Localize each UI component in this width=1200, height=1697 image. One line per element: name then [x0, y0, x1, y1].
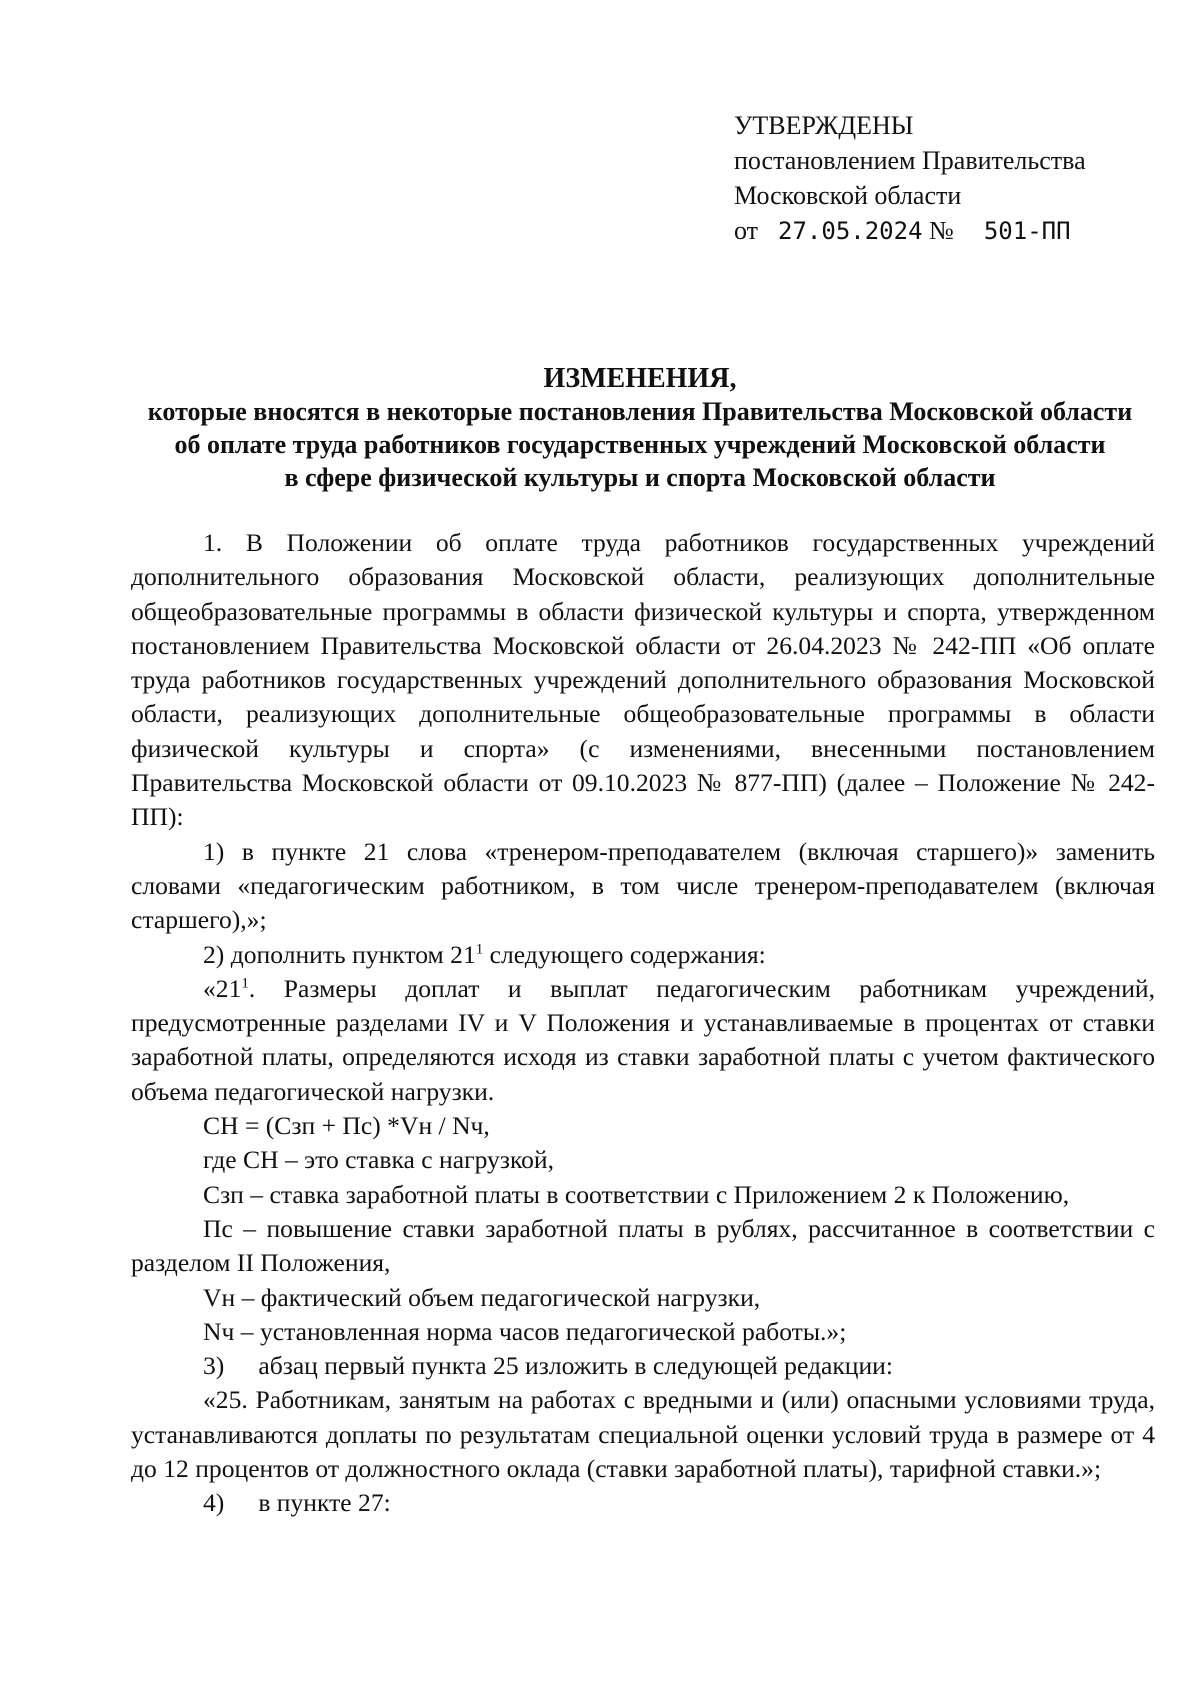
document-body: [131, 526, 1155, 1521]
item-1: 1) в пункте 21 слова «тренером-преподавателем (включая старшего)» заменить словами «педагогическим работником, в том числе тренером-преподавателем (включая старшего),»;: [131, 836, 1155, 935]
title-line-1: которые вносятся в некоторые постановления Правительства Московской области: [147, 397, 1133, 426]
approval-date-line: [734, 213, 1154, 249]
approval-date: 27.05.2024: [778, 217, 923, 245]
definition-5: Nч – установленная норма часов педагогической работы.»;: [203, 1316, 847, 1346]
point-21-1: [131, 972, 1155, 1109]
approval-from-label: от: [734, 216, 759, 245]
item-2-superscript: 1: [475, 941, 484, 958]
approval-heading: УТВЕРЖДЕНЫ: [734, 111, 914, 140]
approval-number: 501-ПП: [983, 217, 1071, 245]
item-4-text: в пункте 27:: [258, 1488, 391, 1518]
item-4: [131, 1486, 1155, 1520]
item-2-text-b: следующего содержания:: [483, 939, 766, 969]
title-main: ИЗМЕНЕНИЯ,: [543, 363, 737, 394]
definition-3: Пс – повышение ставки заработной платы в рублях, рассчитанное в соответствии с разделом II Положения,: [131, 1213, 1155, 1278]
definition-2: Сзп – ставка заработной платы в соответствии с Приложением 2 к Положению,: [203, 1179, 1070, 1209]
item-3: [131, 1349, 1155, 1383]
point-21-1-text-b: . Размеры доплат и выплат педагогическим работникам учреждений, предусмотренные разделами IV и V Положения и устанавливаемые в процентах от ставки заработной платы, определяются исходя из ставки заработной платы с учетом фактического объема педагогической нагрузки.: [131, 973, 1155, 1106]
definition-4: Vн – фактический объем педагогической нагрузки,: [203, 1282, 761, 1312]
point-21-1-text-a: «21: [203, 973, 242, 1003]
item-3-number: 3): [203, 1351, 225, 1381]
formula: СН = (Сзп + Пс) *Vн / Nч,: [203, 1111, 490, 1141]
item-2-text-a: 2) дополнить пунктом 21: [203, 939, 476, 969]
definition-1: где СН – это ставка с нагрузкой,: [203, 1145, 554, 1175]
point-21-1-superscript: 1: [241, 975, 249, 992]
approval-line-2: Московской области: [734, 181, 962, 210]
item-3-text: абзац первый пункта 25 изложить в следующей редакции:: [258, 1351, 893, 1381]
document-title: [120, 362, 1160, 494]
title-line-3: в сфере физической культуры и спорта Московской области: [284, 463, 996, 492]
approval-number-sign: №: [929, 216, 954, 245]
paragraph-1: 1. В Положении об оплате труда работников государственных учреждений дополнительного образования Московской области, реализующих дополнительные общеобразовательные программы в области физической культуры и спорта, утвержденном постановлением Правительства Московской области от 26.04.2023 № 242-ПП «Об оплате труда работников государственных учреждений дополнительного образования Московской области, реализующих дополнительные общеобразовательные программы в области физической культуры и спорта» (с изменениями, внесенными постановлением Правительства Московской области от 09.10.2023 № 877-ПП) (далее – Положение № 242-ПП):: [131, 528, 1155, 832]
approval-line-1: постановлением Правительства: [734, 146, 1086, 175]
title-line-2: об оплате труда работников государственных учреждений Московской области: [174, 430, 1106, 459]
item-4-number: 4): [203, 1488, 225, 1518]
point-25: «25. Работникам, занятым на работах с вредными и (или) опасными условиями труда, устанавливаются доплаты по результатам специальной оценки условий труда в размере от 4 до 12 процентов от должностного оклада (ставки заработной платы), тарифной ставки.»;: [131, 1385, 1155, 1484]
approval-stamp: [734, 108, 1154, 249]
item-2: [131, 938, 1155, 972]
